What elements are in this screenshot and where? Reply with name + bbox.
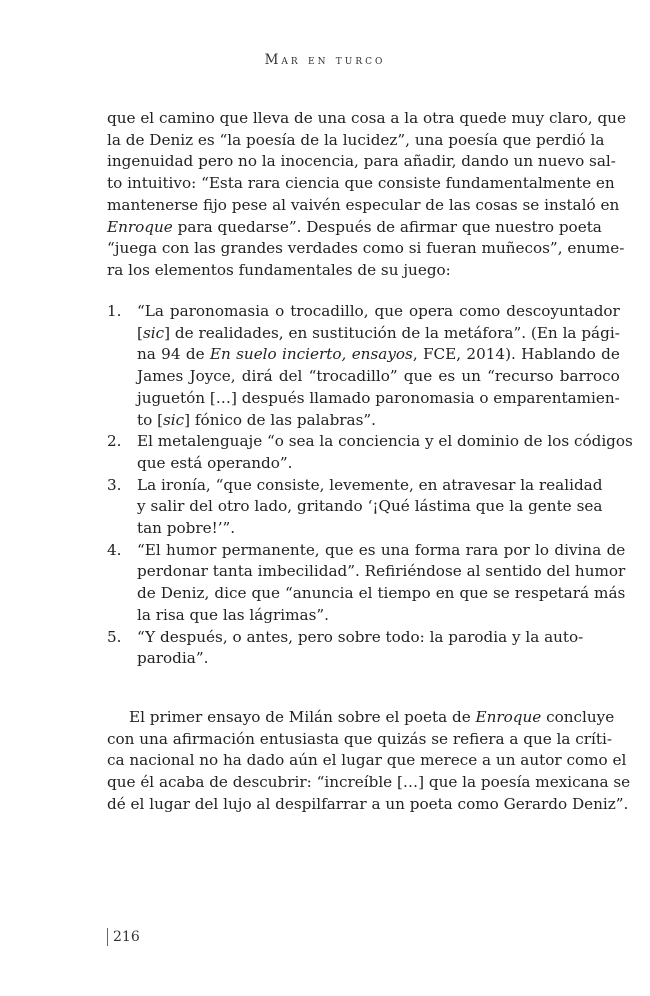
list-item-body: [137, 475, 602, 540]
book-title: Enroque: [107, 217, 173, 236]
text-line: na 94 de En suelo incierto, ensayos, FCE, 2014). Hablando de: [137, 345, 620, 364]
numbered-list: [107, 301, 633, 670]
page-number: 216: [107, 928, 140, 946]
paragraph-2: [107, 707, 631, 816]
text-line: con una afirmación entusiasta que quizás se refiera a que la críti-: [107, 729, 612, 748]
text-line: ingenuidad pero no la inocencia, para añadir, dando un nuevo sal-: [107, 152, 616, 171]
text-line: la de Deniz es “la poesía de la lucidez”, una poesía que perdió la: [107, 130, 605, 149]
list-item-body: [137, 540, 625, 627]
text-line: que está operando”.: [137, 453, 293, 472]
text-line: “Y después, o antes, pero sobre todo: la parodia y la auto-: [137, 627, 584, 646]
list-number: 5.: [107, 627, 122, 646]
text-line: de Deniz, dice que “anuncia el tiempo en que se respetará más: [137, 584, 626, 603]
text-line: La ironía, “que consiste, levemente, en atravesar la realidad: [137, 475, 603, 494]
text-line: tan pobre!’”.: [137, 519, 236, 538]
text-line: parodia”.: [137, 649, 209, 668]
text-line: que él acaba de descubrir: “increíble […] que la poesía mexicana se: [107, 773, 631, 792]
list-item-body: [137, 431, 633, 474]
running-title: Mar en turco: [264, 52, 386, 68]
text-line: James Joyce, dirá del “trocadillo” que es un “recurso barroco: [137, 367, 620, 386]
list-number: 3.: [107, 475, 122, 494]
text-line: “El humor permanente, que es una forma rara por lo divina de: [137, 540, 626, 559]
book-title: Enroque: [475, 708, 542, 726]
text-line: El metalenguaje “o sea la conciencia y el dominio de los códigos: [137, 432, 633, 451]
text-line: to [sic] fónico de las palabras”.: [137, 410, 376, 429]
text-line: juguetón […] después llamado paronomasia o emparentamien-: [137, 388, 620, 407]
text-line: “La paronomasia o trocadillo, que opera como descoyuntador: [137, 302, 620, 320]
list-item-body: [137, 301, 620, 431]
text-line: to intuitivo: “Esta rara ciencia que consiste fundamentalmente en: [107, 174, 615, 193]
list-item: [107, 540, 626, 627]
list-item: [107, 475, 603, 540]
text-line: El primer ensayo de Milán sobre el poeta de Enroque concluye: [129, 708, 615, 726]
text-line: y salir del otro lado, gritando ‘¡Qué lástima que la gente sea: [137, 497, 603, 516]
list-item: [107, 627, 584, 670]
list-item: [107, 431, 633, 474]
text-line: mantenerse fijo pese al vaivén especular de las cosas se instaló en: [107, 195, 620, 214]
text-line: que el camino que lleva de una cosa a la otra quede muy claro, que: [107, 109, 626, 127]
list-number: 2.: [107, 432, 122, 451]
running-header: [0, 52, 650, 68]
text-line: la risa que las lágrimas”.: [137, 605, 329, 624]
text-line: ra los elementos fundamentales de su juego:: [107, 260, 451, 279]
book-title: En suelo incierto, ensayos: [209, 345, 413, 364]
list-item: [107, 301, 620, 431]
text-line: Enroque para quedarse”. Después de afirmar que nuestro poeta: [107, 217, 602, 236]
paragraph-1: [107, 108, 626, 282]
list-number: 4.: [107, 540, 122, 559]
text-line: dé el lugar del lujo al despilfarrar a un poeta como Gerardo Deniz”.: [107, 794, 629, 813]
text-line: “juega con las grandes verdades como si fueran muñecos”, enume-: [107, 239, 625, 258]
list-number: 1.: [107, 302, 122, 320]
list-item-body: [137, 627, 583, 670]
text-line: ca nacional no ha dado aún el lugar que merece a un autor como el: [107, 751, 627, 770]
text-line: [sic] de realidades, en sustitución de la metáfora”. (En la pági-: [137, 323, 620, 342]
text-line: perdonar tanta imbecilidad”. Refiriéndose al sentido del humor: [137, 562, 626, 581]
